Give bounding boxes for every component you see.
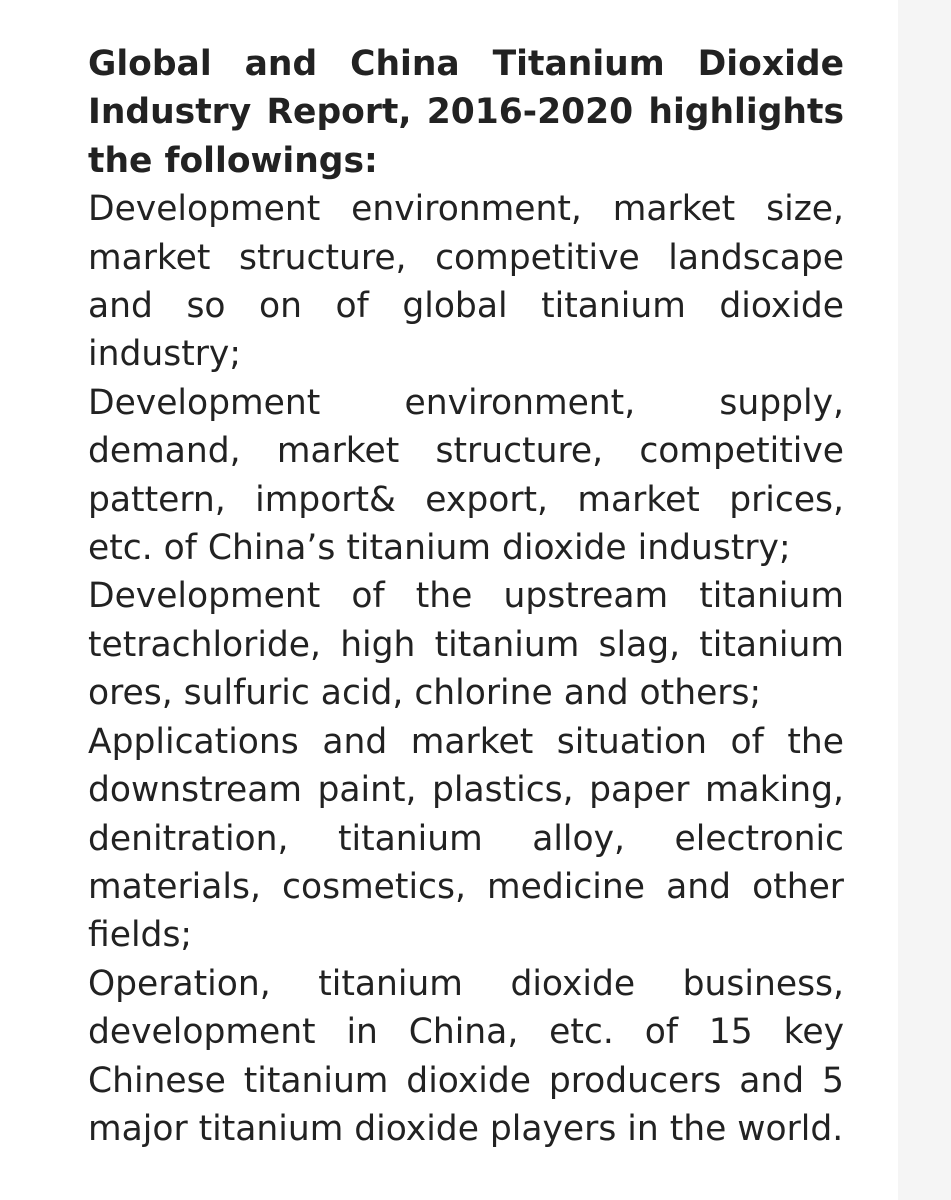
highlight-upstream-development: Development of the upstream titanium tetrachloride, high titanium slag, titanium ores, sulfuric acid, chlorine and others; (88, 576, 844, 714)
highlight-china-industry: Development environment, supply, demand, market structure, competitive pattern, import& export, market prices, etc. of China’s titanium dioxide industry; (88, 382, 844, 569)
right-rail (898, 0, 951, 1200)
report-highlights (88, 40, 844, 1153)
highlight-key-producers: Operation, titanium dioxide business, development in China, etc. of 15 key Chinese titanium dioxide producers and 5 major titanium dioxide players in the world. (88, 963, 844, 1149)
highlight-global-industry: Development environment, market size, market structure, competitive landscape and so on of global titanium dioxide industry; (88, 189, 844, 375)
highlight-downstream-applications: Applications and market situation of the downstream paint, plastics, paper making, denitration, titanium alloy, electronic materials, cosmetics, medicine and other fields; (88, 721, 844, 956)
report-heading: Global and China Titanium Dioxide Industry Report, 2016-2020 highlights the followings: (88, 44, 844, 181)
